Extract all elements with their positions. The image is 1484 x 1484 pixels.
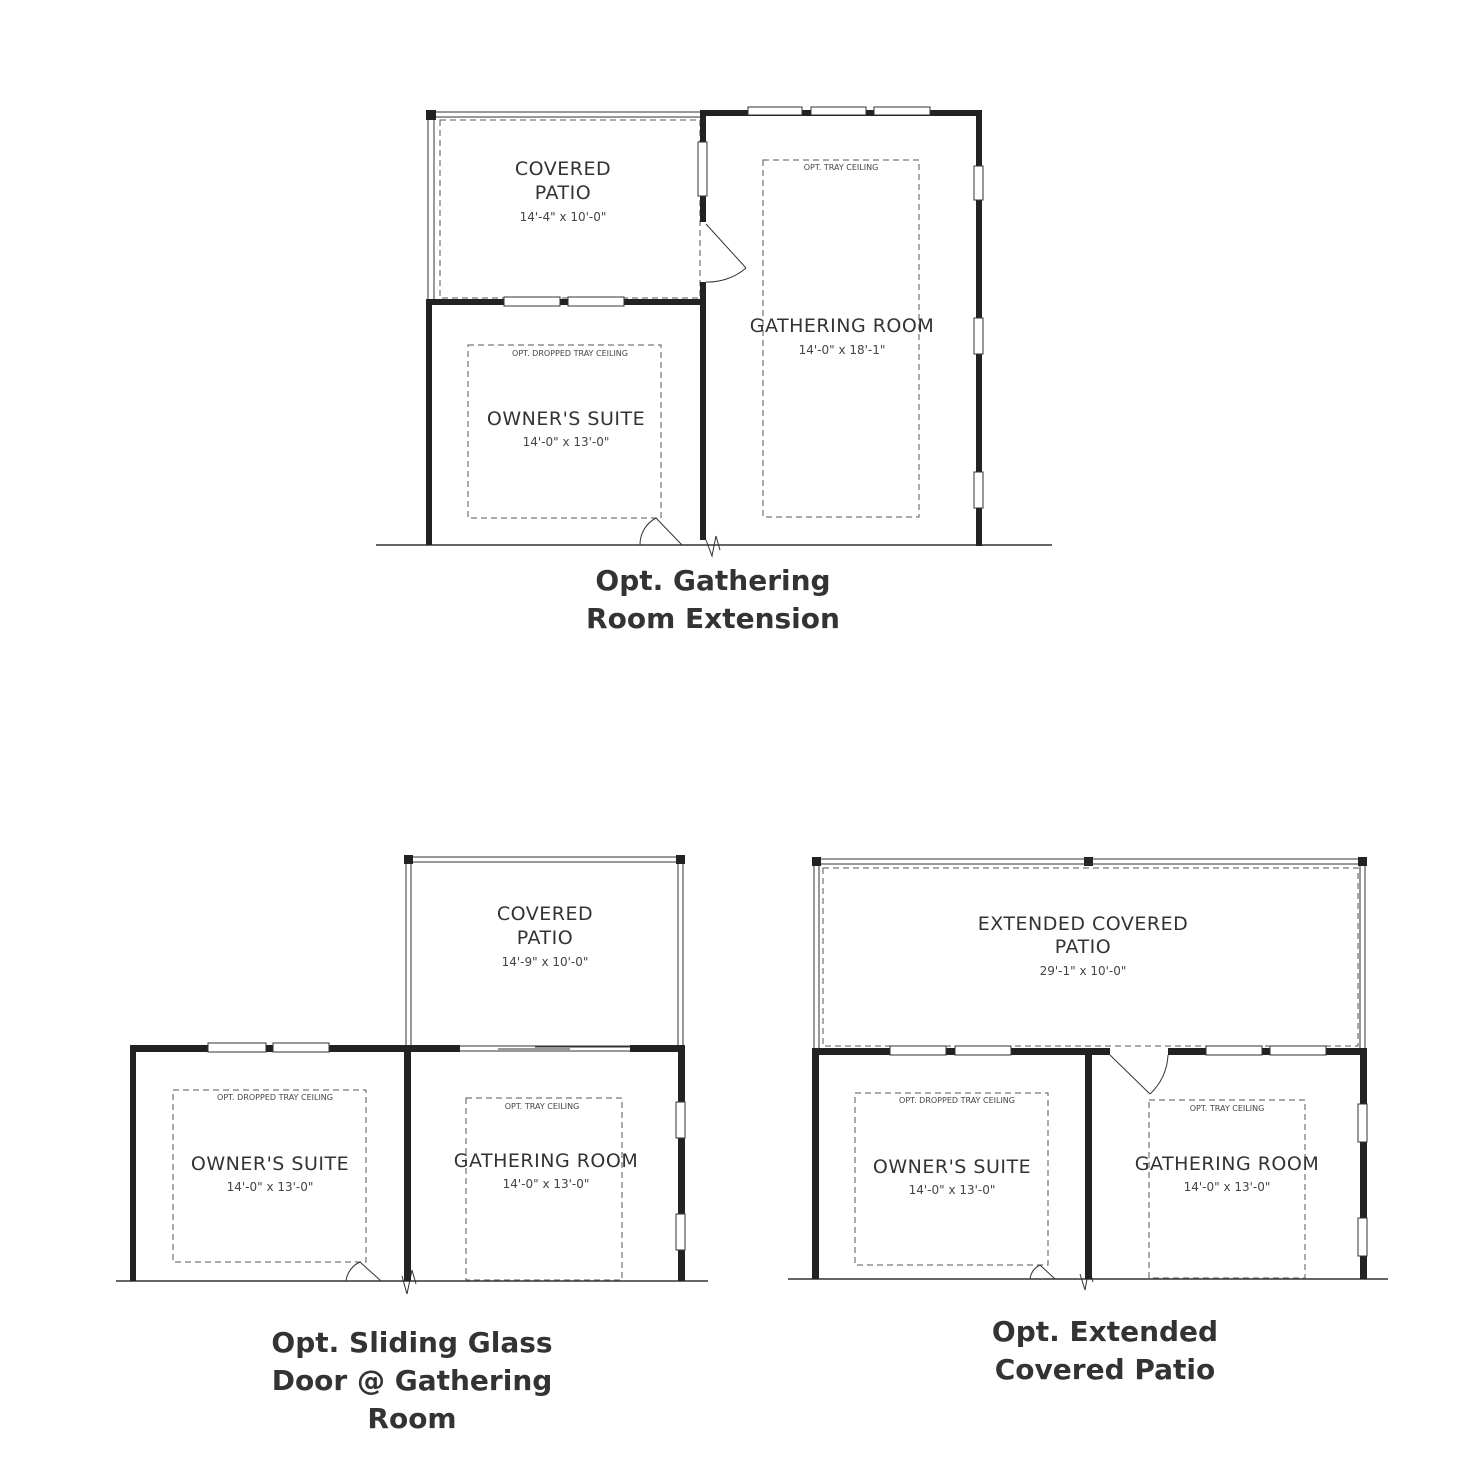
caption-line: Covered Patio xyxy=(994,1353,1216,1386)
room-name: EXTENDED COVERED xyxy=(977,913,1189,935)
room-name: PATIO xyxy=(1054,936,1112,958)
ceiling-note: OPT. TRAY CEILING xyxy=(504,1102,580,1111)
plan-caption xyxy=(586,564,840,635)
ceiling-note: OPT. DROPPED TRAY CEILING xyxy=(217,1093,333,1102)
ceiling-note: OPT. DROPPED TRAY CEILING xyxy=(512,349,628,358)
room-dimensions: 14'-0" x 13'-0" xyxy=(226,1180,314,1194)
caption-line: Opt. Extended xyxy=(991,1315,1219,1348)
room-dimensions: 14'-0" x 13'-0" xyxy=(502,1177,590,1191)
room-dimensions: 14'-0" x 13'-0" xyxy=(908,1183,996,1197)
covered-patio-outline xyxy=(404,855,685,1045)
patio-label xyxy=(497,903,593,969)
caption-line: Door @ Gathering xyxy=(271,1364,553,1397)
caption-line: Room Extension xyxy=(586,602,840,635)
room-dimensions: 14'-0" x 18'-1" xyxy=(798,343,886,357)
plan-extended-covered-patio xyxy=(788,857,1388,1386)
owners-suite-label xyxy=(191,1093,349,1194)
room-dimensions: 14'-9" x 10'-0" xyxy=(501,955,589,969)
room-name: OWNER'S SUITE xyxy=(190,1153,350,1175)
ceiling-note: OPT. TRAY CEILING xyxy=(803,163,879,172)
sliding-glass-door xyxy=(460,1046,630,1051)
caption-line: Opt. Sliding Glass xyxy=(271,1326,553,1359)
room-dimensions: 14'-4" x 10'-0" xyxy=(519,210,607,224)
room-name: GATHERING ROOM xyxy=(453,1150,639,1172)
plan-gathering-room-extension xyxy=(376,107,1052,635)
room-name: GATHERING ROOM xyxy=(1134,1153,1320,1175)
plan-caption xyxy=(271,1326,552,1435)
caption-line: Room xyxy=(367,1402,457,1435)
covered-patio-outline xyxy=(426,110,700,300)
owners-suite-label xyxy=(487,349,645,449)
room-name: COVERED xyxy=(514,158,612,180)
room-dimensions: 14'-0" x 13'-0" xyxy=(522,435,610,449)
ceiling-note: OPT. TRAY CEILING xyxy=(1189,1104,1265,1113)
room-name: OWNER'S SUITE xyxy=(872,1156,1032,1178)
gathering-room-label xyxy=(750,163,934,357)
room-name: GATHERING ROOM xyxy=(749,315,935,337)
room-dimensions: 29'-1" x 10'-0" xyxy=(1039,964,1127,978)
room-name: OWNER'S SUITE xyxy=(486,408,646,430)
ceiling-note: OPT. DROPPED TRAY CEILING xyxy=(899,1096,1015,1105)
break-mark xyxy=(706,536,720,556)
gathering-room-label xyxy=(1135,1104,1319,1194)
caption-line: Opt. Gathering xyxy=(595,564,831,597)
room-name: PATIO xyxy=(534,182,592,204)
owners-suite-label xyxy=(873,1096,1031,1197)
plan-sliding-glass-door xyxy=(116,855,708,1435)
room-name: COVERED xyxy=(496,903,594,925)
room-name: PATIO xyxy=(516,927,574,949)
patio-label xyxy=(515,158,611,224)
gathering-room-label xyxy=(454,1102,638,1191)
room-dimensions: 14'-0" x 13'-0" xyxy=(1183,1180,1271,1194)
plan-caption xyxy=(992,1315,1218,1386)
patio-label xyxy=(978,913,1189,978)
